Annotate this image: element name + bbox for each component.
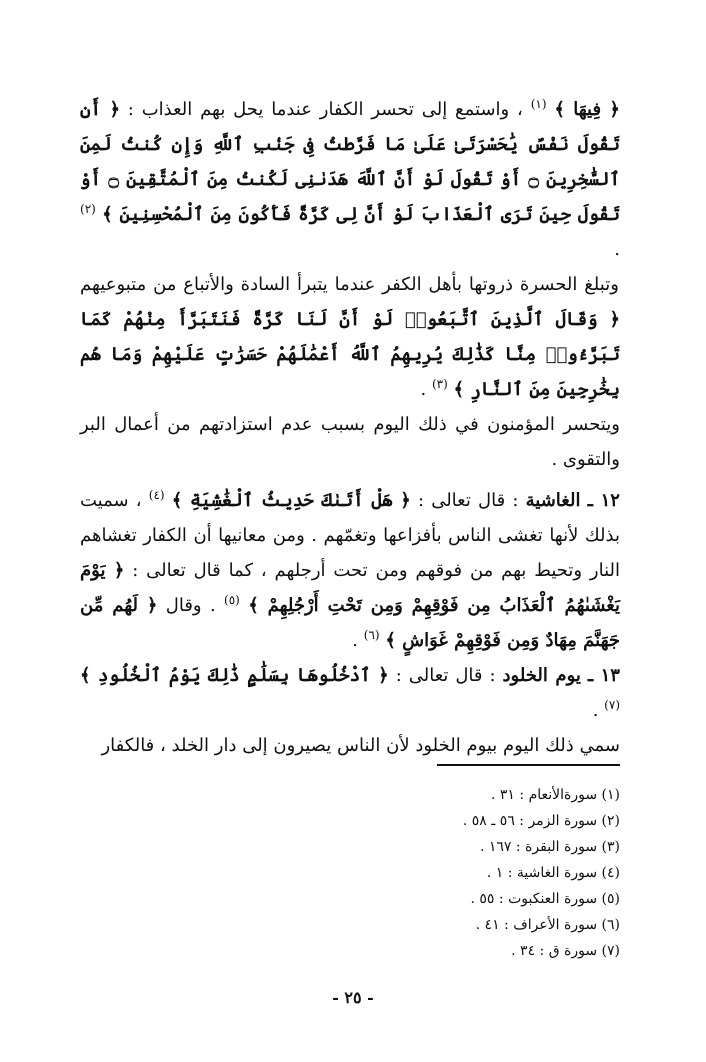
- footnote-item: (٥) سورة العنكبوت : ٥٥ .: [470, 891, 620, 907]
- item-title: الغاشية: [525, 490, 581, 511]
- item-13-yawm-al-khulud: [80, 658, 620, 728]
- item-12-al-ghashiya: [80, 483, 620, 658]
- item-number: ١٢ ـ: [587, 490, 620, 511]
- quran-quote: ﴿ لَهُم مِّن جَهَنَّمَ مِهَادٌ وَمِن فَوْقِهِمْ غَوَاشٍ ﴾: [80, 595, 620, 651]
- paragraph-regret-disbelievers: [80, 92, 620, 267]
- footnote-divider: [437, 764, 620, 766]
- footnote-ref: (٢): [80, 202, 96, 216]
- footnote-item: (١) سورةالأنعام : ٣١ .: [491, 787, 620, 803]
- main-text: [80, 92, 620, 763]
- footnote-item: (٣) سورة البقرة : ١٦٧ .: [479, 839, 620, 855]
- paragraph-text: . وقال: [157, 595, 216, 616]
- quran-quote: ﴿ وَقَالَ ٱلَّذِينَ ٱتَّبَعُوا۟ لَوْ أَنَّ لَنَا كَرَّةً فَنَتَبَرَّأَ مِنْهُمْ كَمَا تَبَرَّءُوا۟ مِنَّا كَذَٰلِكَ يُرِيهِمُ ٱللَّهُ أَعْمَٰلَهُمْ حَسَرَٰتٍ عَلَيْهِمْ وَمَا هُم بِخَٰرِجِينَ مِنَ ٱلنَّارِ ﴾: [80, 309, 620, 400]
- quran-quote: ﴿ هَلْ أَتَىٰكَ حَدِيثُ ٱلْغَٰشِيَةِ ﴾: [171, 490, 411, 511]
- footnote-item: (٢) سورة الزمر : ٥٦ ـ ٥٨ .: [462, 813, 620, 829]
- quran-quote: ﴿ أَن تَقُولَ نَفْسٌ يَٰحَسْرَتَىٰ عَلَىٰ مَا فَرَّطتُ فِى جَنۢبِ ٱللَّهِ وَإِن كُنتُ لَمِنَ ٱلسَّٰخِرِينَ ۝ أَوْ تَقُولَ لَوْ أَنَّ ٱللَّهَ هَدَىٰنِى لَكُنتُ مِنَ ٱلْمُتَّقِينَ ۝ أَوْ تَقُولَ حِينَ تَرَى ٱلْعَذَابَ لَوْ أَنَّ لِى كَرَّةً فَأَكُونَ مِنَ ٱلْمُحْسِنِينَ ﴾: [80, 99, 620, 225]
- paragraph-text: ويتحسر المؤمنون في ذلك اليوم بسبب عدم استزادتهم من أعمال البر والتقوى .: [80, 414, 620, 470]
- footnote-ref: (١): [530, 97, 547, 111]
- page-number: - ٢٥ -: [332, 988, 374, 1007]
- item-title: يوم الخلود: [502, 665, 581, 686]
- footnote-ref: (٦): [363, 628, 380, 642]
- paragraph-text: ، واستمع إلى تحسر الكفار عندما يحل بهم العذاب :: [120, 99, 523, 120]
- paragraph-text: : قال تعالى :: [410, 490, 519, 511]
- paragraph-believers: [80, 407, 620, 477]
- footnote-ref: (٤): [148, 488, 165, 502]
- quran-quote: ﴿ يَوْمَ يَغْشَىٰهُمُ ٱلْعَذَابُ مِن فَوْقِهِمْ وَمِن تَحْتِ أَرْجُلِهِمْ ﴾: [80, 560, 620, 616]
- paragraph-text: وتبلغ الحسرة ذروتها بأهل الكفر عندما يتبرأ السادة والأتباع من متبوعيهم: [80, 274, 619, 295]
- footnote-ref: (٥): [224, 593, 240, 607]
- paragraph-text: .: [592, 700, 599, 721]
- footnote-item: (٤) سورة الغاشية : ١ .: [486, 865, 620, 881]
- footnote-ref: (٧): [604, 698, 620, 712]
- footnote-ref: (٣): [431, 377, 448, 391]
- footnote-item: (٧) سورة ق : ٣٤ .: [511, 943, 620, 959]
- paragraph-text: .: [420, 379, 427, 400]
- paragraph-followers: [80, 267, 620, 407]
- paragraph-text: : قال تعالى :: [388, 665, 496, 686]
- quran-quote: ﴿ ٱدْخُلُوهَا بِسَلَٰمٍ ذَٰلِكَ يَوْمُ ٱلْخُلُودِ ﴾: [80, 665, 389, 686]
- paragraph-text: ، سميت بذلك لأنها تغشى الناس بأفزاعها وتغمّهم . ومن معانيها أن الكفار تغشاهم النار وتحيط بهم من فوقهم ومن تحت أرجلهم ، كما قال تعالى :: [80, 490, 620, 581]
- quran-quote: ﴿ فِيهَا ﴾: [554, 99, 620, 120]
- paragraph-text: .: [614, 239, 620, 260]
- paragraph-eternity: [80, 728, 620, 763]
- item-number: ١٣ ـ: [587, 665, 620, 686]
- footnote-item: (٦) سورة الأعراف : ٤١ .: [475, 917, 620, 933]
- paragraph-text: .: [352, 630, 359, 651]
- paragraph-text: سمي ذلك اليوم بيوم الخلود لأن الناس يصيرون إلى دار الخلد ، فالكفار: [101, 735, 620, 756]
- footnotes-list: [320, 782, 620, 964]
